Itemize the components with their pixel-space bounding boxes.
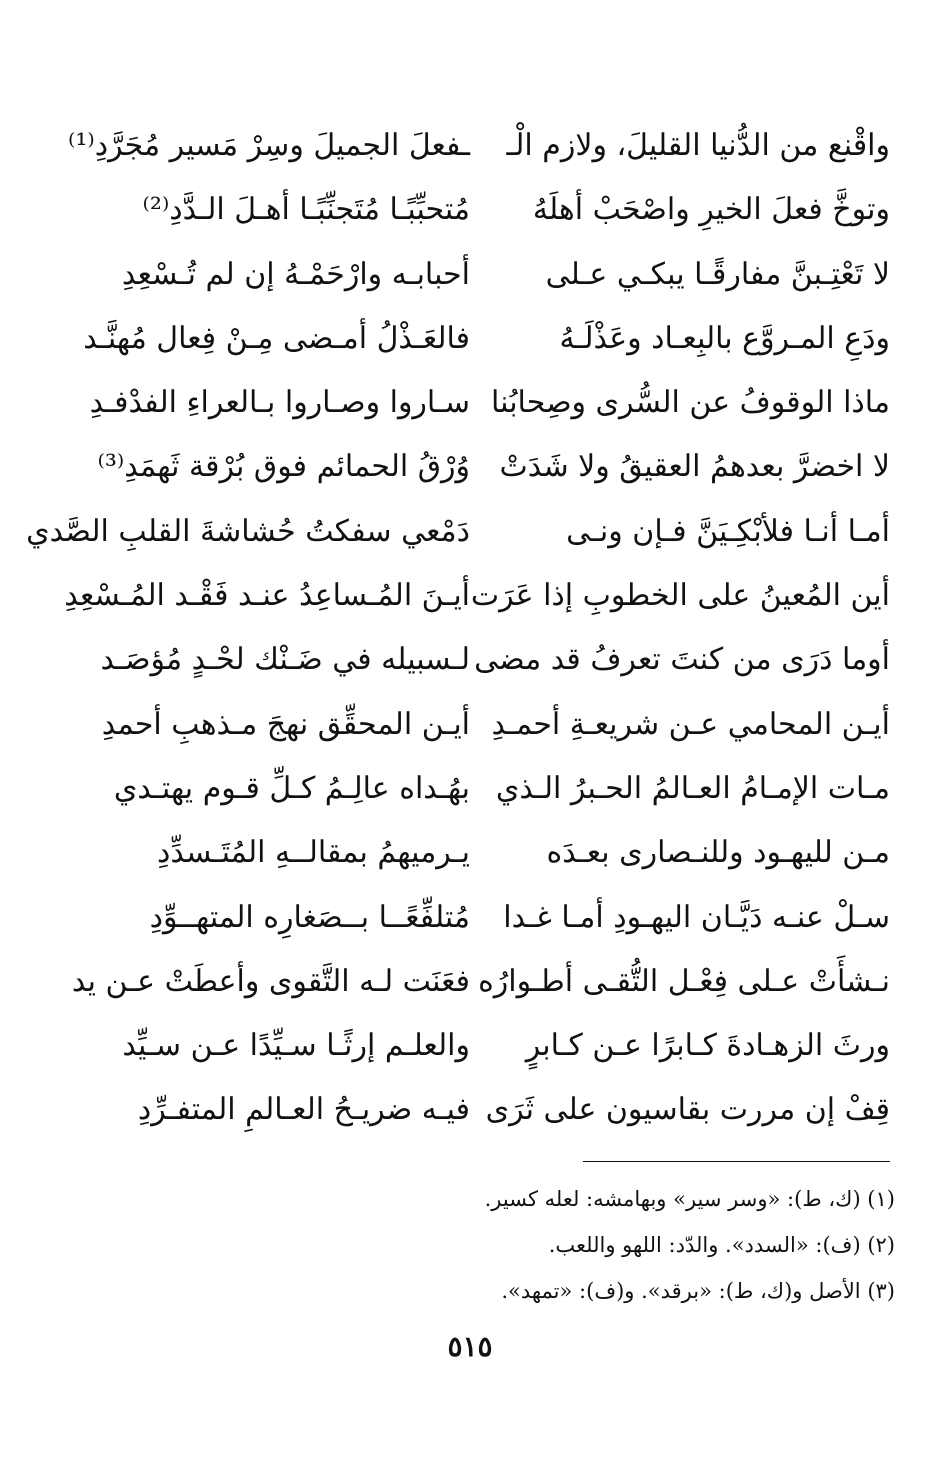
verse-row	[70, 305, 900, 369]
verse-first-hemistich: نـشأَتْ عـلى فِعْـل التُّقـى أطـوارُه	[478, 963, 890, 999]
verse-row	[70, 755, 900, 819]
verse-first-hemistich: واقْنع من الدُّنيا القليلَ، ولازم الْـ	[506, 128, 890, 163]
verse-row	[70, 948, 900, 1012]
verse-row	[70, 433, 900, 497]
verse-second-hemistich: فعَنَت لـه التَّقوى وأعطَتْ عـن يد	[71, 963, 470, 999]
footnote-3: (٣) الأصل و(ك، ط): «برقد». و(ف): «تمهد».	[501, 1279, 895, 1303]
verse-first-hemistich: سـلْ عنـه دَيَّـان اليهـودِ أمـا غـدا	[503, 899, 890, 935]
verse-row	[70, 176, 900, 240]
page-number: ٥١٥	[447, 1330, 493, 1363]
verse-first-hemistich: أمـا أنـا فلأبْكِـيَنَّ فـإن ونـى	[566, 513, 890, 549]
poem-block	[26, 112, 900, 1141]
verse-second-hemistich: بهُـداه عالِـمُ كـلِّ قـوم يهتـدي	[113, 770, 470, 806]
footnote-2: (٢) (ف): «السدد». والدّد: اللهو واللعب.	[548, 1233, 895, 1257]
verse-second-hemistich: فالعَـذْلُ أمـضى مِـنْ فِعال مُهنَّـد	[83, 320, 470, 356]
verse-first-hemistich: مـات الإمـامُ العـالمُ الحـبرُ الـذي	[495, 770, 890, 806]
verse-second-hemistich: أحبابـه وارْحَمْـهُ إن لم تُـسْعِدِ	[121, 256, 470, 292]
verse-first-hemistich: أين المُعينُ على الخطوبِ إذا عَرَت	[470, 578, 890, 614]
verse-second-hemistich: يـرميهمُ بمقالــهِ المُتَـسدِّدِ	[156, 835, 470, 871]
footnotes	[300, 1176, 895, 1314]
footnote-divider	[583, 1161, 890, 1162]
verse-first-hemistich: ماذا الوقوفُ عن السُّرى وصِحابُنا	[491, 385, 890, 421]
verse-row	[70, 626, 900, 690]
verse-first-hemistich: لا تَعْتِـبنَّ مفارقًـا يبكـي عـلى	[545, 256, 890, 292]
verse-row	[70, 1076, 900, 1140]
verse-second-hemistich: مُتحبِّبًـا مُتَجنِّبًـا أهـلَ الـدَّدِ⁽²⁾	[142, 192, 470, 228]
verse-row	[64, 562, 900, 626]
verse-first-hemistich: أيـن المحامي عـن شريعـةِ أحمـدِ	[491, 706, 890, 742]
verse-second-hemistich: سـاروا وصـاروا بـالعراءِ الفدْفـدِ	[89, 385, 470, 421]
verse-row	[26, 498, 900, 562]
verse-row	[70, 241, 900, 305]
verse-first-hemistich: أوما دَرَى من كنتَ تعرفُ قد مضى	[474, 642, 890, 678]
verse-second-hemistich: مُتلفِّعًــا بــصَغارِه المتهــوِّدِ	[149, 899, 470, 935]
verse-row	[70, 1012, 900, 1076]
footnote-1: (١) (ك، ط): «وسر سير» وبهامشه: لعله كسير.	[484, 1187, 895, 1211]
verse-second-hemistich: أيـنَ المُـساعِدُ عنـد فَقْـد المُـسْعِدِ	[64, 578, 470, 614]
verse-second-hemistich: ـفعلَ الجميلَ وسِرْ مَسير مُجَرَّدِ⁽¹⁾	[68, 128, 470, 163]
verse-second-hemistich: فيـه ضريـحُ العـالمِ المتفـرِّدِ	[137, 1092, 470, 1128]
verse-first-hemistich: مـن لليهـود وللنـصارى بعـدَه	[546, 835, 890, 871]
verse-row	[70, 112, 900, 176]
verse-first-hemistich: وتوخَّ فعلَ الخيرِ واصْحَبْ أهلَهُ	[532, 192, 890, 228]
verse-first-hemistich: لا اخضرَّ بعدهمُ العقيقُ ولا شَدَتْ	[499, 449, 890, 485]
verse-row	[70, 369, 900, 433]
verse-second-hemistich: والعلـم إرثًـا سـيِّدًا عـن سـيِّد	[122, 1028, 470, 1064]
verse-second-hemistich: وُرْقُ الحمائم فوق بُرْقة ثَهمَدِ⁽³⁾	[97, 449, 470, 485]
verse-first-hemistich: ورثَ الزهـادةَ كـابرًا عـن كـابرٍ	[525, 1028, 890, 1064]
verse-first-hemistich: قِفْ إن مررت بقاسيون على ثَرَى	[485, 1092, 890, 1128]
verse-row	[70, 819, 900, 883]
verse-row	[70, 691, 900, 755]
verse-first-hemistich: ودَعِ المـروَّع بالبِعـاد وعَذْلَـهُ	[559, 320, 890, 356]
verse-row	[70, 884, 900, 948]
verse-second-hemistich: لـسبيله في ضَـنْك لحْـدٍ مُؤصَـد	[100, 642, 470, 678]
verse-second-hemistich: دَمْعي سفكتُ حُشاشةَ القلبِ الصَّدي	[26, 513, 470, 549]
verse-second-hemistich: أيـن المحقِّق نهجَ مـذهبِ أحمدِ	[101, 706, 470, 742]
